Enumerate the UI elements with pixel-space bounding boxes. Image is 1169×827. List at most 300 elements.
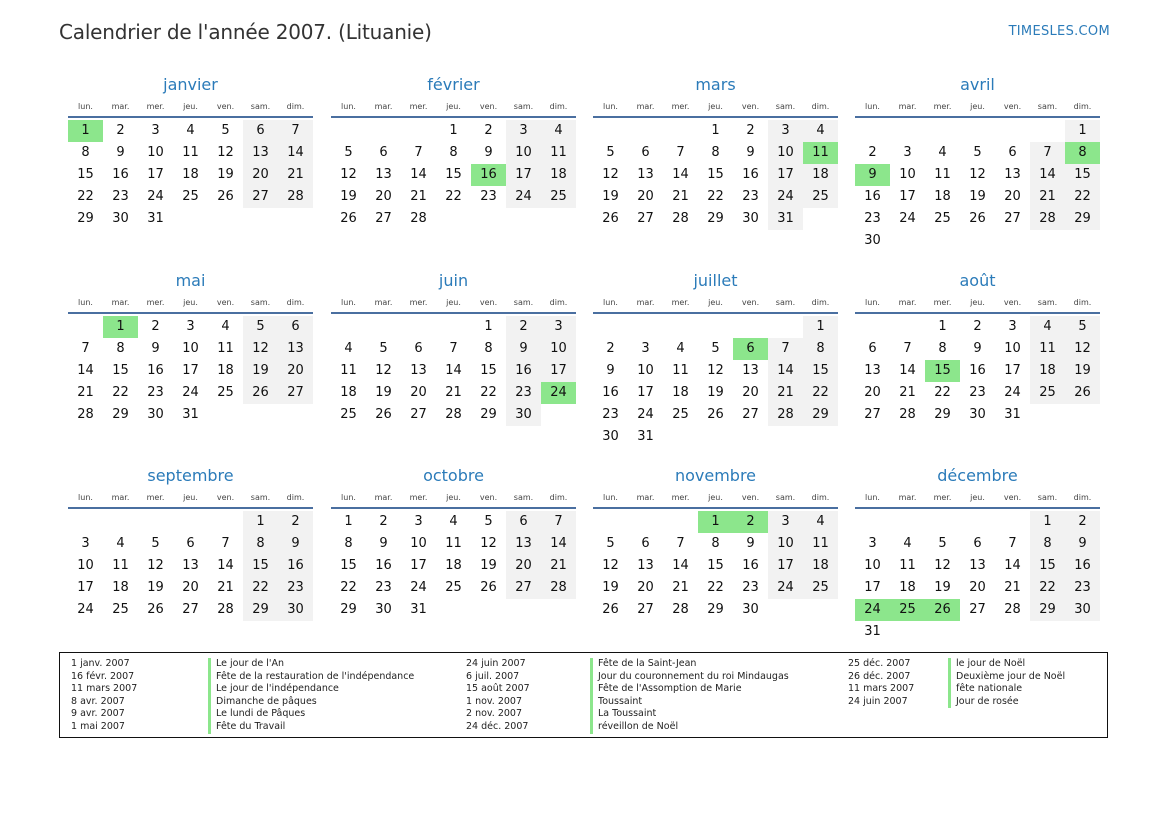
day-cell: 23 [864,211,881,226]
weekday-label: ven. [216,492,235,502]
legend-column [848,658,1065,708]
day-cell: 17 [506,164,541,186]
month-août [855,270,1100,426]
month-mars [593,74,838,230]
holiday-day-cell: 11 [803,142,838,164]
holiday-day-cell: 6 [733,338,768,360]
holiday-name: Jour du couronnement du roi Mindaugas [590,671,789,684]
day-cell: 16 [742,558,759,573]
day-cell: 15 [707,167,724,182]
day-cell: 23 [602,407,619,422]
day-cell: 17 [1004,363,1021,378]
weekday-label: ven. [216,297,235,307]
day-cell: 3 [506,120,541,142]
day-cell: 21 [541,555,576,577]
empty-cell [768,316,803,338]
day-cell: 18 [899,580,916,595]
weekday-label: mer. [146,297,165,307]
day-cell: 27 [182,602,199,617]
weekday-label: ven. [741,297,760,307]
holiday-date: 26 déc. 2007 [848,670,911,682]
day-cell: 6 [506,511,541,533]
day-cell: 7 [541,511,576,533]
weekday-label: ven. [1003,101,1022,111]
day-cell: 6 [973,536,982,551]
day-cell: 17 [768,164,803,186]
legend-row [71,696,414,709]
day-cell: 13 [506,533,541,555]
month-octobre [331,465,576,621]
day-cell: 12 [375,363,392,378]
weekday-label: mar. [374,297,393,307]
legend-row [71,658,414,671]
day-cell: 2 [506,316,541,338]
month-name: septembre [147,466,234,485]
day-cell: 14 [410,167,427,182]
day-cell: 15 [445,167,462,182]
empty-cell [995,120,1030,142]
day-cell: 29 [803,404,838,426]
day-cell: 28 [541,577,576,599]
weekday-label: lun. [865,101,880,111]
day-cell: 16 [864,189,881,204]
day-cell: 14 [899,363,916,378]
day-cell: 2 [868,145,877,160]
day-cell: 7 [1008,536,1017,551]
day-cell: 18 [340,385,357,400]
day-cell: 4 [344,341,353,356]
day-cell: 10 [506,142,541,164]
day-cell: 24 [410,580,427,595]
holiday-name: Toussaint [590,696,642,709]
day-cell: 27 [637,211,654,226]
day-cell: 22 [1065,186,1100,208]
day-cell: 19 [243,360,278,382]
day-cell: 16 [112,167,129,182]
day-cell: 4 [803,120,838,142]
day-cell: 8 [484,341,493,356]
weekday-label: mer. [146,492,165,502]
day-cell: 24 [1004,385,1021,400]
day-cell: 4 [221,319,230,334]
month-name: février [427,75,480,94]
day-cell: 13 [1004,167,1021,182]
day-cell: 5 [1065,316,1100,338]
day-grid [855,120,1100,252]
weekday-label: dim. [549,492,568,502]
day-cell: 16 [602,385,619,400]
holiday-day-cell: 26 [925,599,960,621]
day-cell: 26 [340,211,357,226]
weekday-label: jeu. [970,297,985,307]
weekday-label: lun. [341,297,356,307]
weekday-label: mer. [933,492,952,502]
empty-cell [366,316,401,338]
empty-cell [593,316,628,338]
day-cell: 17 [637,385,654,400]
day-cell: 29 [480,407,497,422]
day-cell: 24 [768,186,803,208]
day-cell: 4 [676,341,685,356]
weekday-label: lun. [865,492,880,502]
day-cell: 28 [1004,602,1021,617]
weekday-label: jeu. [708,101,723,111]
day-cell: 18 [182,167,199,182]
day-cell: 13 [864,363,881,378]
day-cell: 8 [803,338,838,360]
month-name: août [959,271,996,290]
day-cell: 22 [707,580,724,595]
empty-cell [663,120,698,142]
empty-cell [401,316,436,338]
day-cell: 12 [480,536,497,551]
empty-cell [593,511,628,533]
empty-cell [401,120,436,142]
weekday-header [593,487,838,509]
legend-column [466,658,789,734]
day-cell: 3 [541,316,576,338]
day-cell: 15 [243,555,278,577]
day-cell: 28 [768,404,803,426]
weekday-label: jeu. [970,492,985,502]
day-cell: 17 [541,360,576,382]
day-cell: 14 [445,363,462,378]
day-grid [593,120,838,230]
empty-cell [628,120,663,142]
empty-cell [628,511,663,533]
legend-row [466,683,789,696]
holiday-name: fête nationale [948,683,1022,696]
holiday-name: Fête de l'Assomption de Marie [590,683,742,696]
day-cell: 4 [938,145,947,160]
day-cell: 3 [1008,319,1017,334]
day-cell: 3 [81,536,90,551]
day-cell: 5 [379,341,388,356]
day-cell: 28 [278,186,313,208]
day-cell: 2 [1065,511,1100,533]
weekday-label: mar. [898,492,917,502]
day-cell: 28 [1030,208,1065,230]
empty-cell [68,511,103,533]
page-title: Calendrier de l'année 2007. (Lituanie) [59,20,432,44]
day-cell: 9 [973,341,982,356]
day-cell: 11 [182,145,199,160]
weekday-label: sam. [250,492,271,502]
day-cell: 5 [484,514,493,529]
day-cell: 12 [969,167,986,182]
holiday-date: 25 déc. 2007 [848,658,911,669]
day-cell: 21 [1030,186,1065,208]
day-cell: 28 [672,211,689,226]
day-cell: 9 [278,533,313,555]
day-cell: 18 [934,189,951,204]
day-cell: 19 [375,385,392,400]
day-cell: 16 [506,360,541,382]
holiday-day-cell: 24 [541,382,576,404]
weekday-header [855,96,1100,118]
month-avril [855,74,1100,252]
holiday-date: 8 avr. 2007 [71,695,125,707]
day-cell: 10 [768,533,803,555]
day-cell: 2 [973,319,982,334]
empty-cell [138,511,173,533]
day-grid [593,511,838,621]
day-cell: 18 [445,558,462,573]
day-cell: 15 [340,558,357,573]
day-cell: 15 [77,167,94,182]
day-cell: 11 [934,167,951,182]
day-cell: 14 [278,142,313,164]
day-cell: 5 [151,536,160,551]
day-grid [593,316,838,448]
weekday-header [68,96,313,118]
holiday-date: 16 févr. 2007 [71,670,135,682]
day-cell: 12 [602,558,619,573]
day-cell: 9 [484,145,493,160]
weekday-label: jeu. [708,492,723,502]
day-cell: 13 [182,558,199,573]
legend-row [466,708,789,721]
day-cell: 7 [449,341,458,356]
empty-cell [733,316,768,338]
day-cell: 8 [116,341,125,356]
weekday-label: mar. [898,101,917,111]
day-cell: 26 [217,189,234,204]
holiday-name: Jour de rosée [948,696,1019,709]
day-cell: 9 [746,145,755,160]
day-cell: 20 [864,385,881,400]
weekday-label: ven. [741,101,760,111]
day-cell: 11 [1030,338,1065,360]
holiday-day-cell: 24 [855,599,890,621]
day-cell: 2 [278,511,313,533]
day-cell: 3 [641,341,650,356]
day-cell: 6 [414,341,423,356]
day-cell: 5 [606,536,615,551]
day-cell: 8 [81,145,90,160]
empty-cell [960,120,995,142]
day-cell: 17 [768,555,803,577]
weekday-label: dim. [1073,492,1092,502]
day-cell: 30 [602,429,619,444]
day-cell: 31 [1004,407,1021,422]
day-cell: 12 [934,558,951,573]
day-cell: 23 [742,189,759,204]
weekday-label: jeu. [446,492,461,502]
day-cell: 31 [147,211,164,226]
day-cell: 20 [375,189,392,204]
day-cell: 19 [707,385,724,400]
legend-column [71,658,414,734]
day-cell: 25 [803,186,838,208]
day-cell: 8 [1030,533,1065,555]
weekday-label: sam. [513,492,534,502]
day-cell: 14 [541,533,576,555]
day-cell: 9 [379,536,388,551]
weekday-label: mer. [671,297,690,307]
day-cell: 1 [711,123,720,138]
day-cell: 25 [934,211,951,226]
day-grid [855,316,1100,426]
holiday-date: 15 août 2007 [466,683,530,695]
day-cell: 14 [1004,558,1021,573]
day-cell: 20 [742,385,759,400]
day-cell: 2 [151,319,160,334]
weekday-header [68,292,313,314]
weekday-label: ven. [741,492,760,502]
day-cell: 24 [768,577,803,599]
empty-cell [208,511,243,533]
day-cell: 8 [243,533,278,555]
weekday-label: jeu. [183,492,198,502]
empty-cell [68,316,103,338]
month-name: avril [960,75,995,94]
day-cell: 27 [742,407,759,422]
day-cell: 29 [1065,208,1100,230]
holiday-name: Fête de la Saint-Jean [590,658,696,671]
legend-row [466,671,789,684]
day-cell: 26 [602,211,619,226]
day-cell: 2 [606,341,615,356]
day-cell: 10 [637,363,654,378]
month-juin [331,270,576,426]
holiday-legend [59,652,1108,738]
day-cell: 22 [340,580,357,595]
day-cell: 16 [1065,555,1100,577]
holiday-name: La Toussaint [590,708,656,721]
day-cell: 20 [410,385,427,400]
day-cell: 20 [506,555,541,577]
day-cell: 17 [899,189,916,204]
legend-row [848,696,1065,709]
day-cell: 29 [243,599,278,621]
day-cell: 31 [864,624,881,639]
day-cell: 1 [243,511,278,533]
day-cell: 22 [1030,577,1065,599]
month-février [331,74,576,230]
weekday-label: jeu. [970,101,985,111]
day-cell: 19 [217,167,234,182]
day-cell: 28 [672,602,689,617]
day-cell: 14 [1030,164,1065,186]
weekday-label: lun. [78,492,93,502]
day-cell: 19 [969,189,986,204]
day-cell: 11 [217,341,234,356]
day-cell: 11 [112,558,129,573]
day-cell: 7 [414,145,423,160]
day-cell: 23 [506,382,541,404]
empty-cell [698,316,733,338]
legend-row [466,721,789,734]
day-cell: 15 [707,558,724,573]
legend-row [71,708,414,721]
day-cell: 22 [803,382,838,404]
day-cell: 7 [768,338,803,360]
holiday-day-cell: 25 [890,599,925,621]
brand-link[interactable]: TIMESLES.COM [1008,24,1110,39]
day-cell: 15 [1030,555,1065,577]
day-cell: 23 [278,577,313,599]
holiday-name: Le lundi de Pâques [208,708,305,721]
day-cell: 9 [746,536,755,551]
day-cell: 6 [278,316,313,338]
day-cell: 19 [1065,360,1100,382]
day-cell: 20 [969,580,986,595]
day-cell: 6 [243,120,278,142]
day-cell: 13 [375,167,392,182]
day-cell: 28 [410,211,427,226]
weekday-label: lun. [603,101,618,111]
day-cell: 18 [803,555,838,577]
day-cell: 25 [112,602,129,617]
day-cell: 6 [641,145,650,160]
day-cell: 5 [938,536,947,551]
day-cell: 4 [116,536,125,551]
weekday-header [331,487,576,509]
day-cell: 22 [934,385,951,400]
day-cell: 19 [934,580,951,595]
day-cell: 22 [77,189,94,204]
holiday-name: Fête du Travail [208,721,285,734]
day-cell: 8 [938,341,947,356]
weekday-label: sam. [775,492,796,502]
weekday-label: dim. [1073,297,1092,307]
weekday-label: mar. [636,101,655,111]
day-cell: 10 [541,338,576,360]
day-cell: 17 [182,363,199,378]
day-cell: 10 [410,536,427,551]
day-cell: 1 [484,319,493,334]
day-cell: 20 [278,360,313,382]
day-cell: 13 [243,142,278,164]
empty-cell [890,316,925,338]
day-cell: 17 [147,167,164,182]
holiday-name: Dimanche de pâques [208,696,317,709]
day-grid [855,511,1100,643]
day-cell: 24 [506,186,541,208]
empty-cell [995,511,1030,533]
day-cell: 13 [278,338,313,360]
empty-cell [436,316,471,338]
day-cell: 1 [449,123,458,138]
holiday-name: Le jour de l'indépendance [208,683,339,696]
day-cell: 16 [278,555,313,577]
day-cell: 26 [375,407,392,422]
day-cell: 19 [147,580,164,595]
month-décembre [855,465,1100,643]
day-cell: 18 [112,580,129,595]
month-name: mars [695,75,736,94]
holiday-date: 24 déc. 2007 [466,720,529,732]
day-cell: 13 [410,363,427,378]
weekday-label: dim. [286,297,305,307]
day-cell: 26 [1065,382,1100,404]
day-cell: 28 [445,407,462,422]
day-cell: 10 [182,341,199,356]
day-cell: 28 [217,602,234,617]
day-cell: 28 [899,407,916,422]
day-cell: 23 [147,385,164,400]
weekday-label: jeu. [183,297,198,307]
day-cell: 23 [969,385,986,400]
weekday-label: ven. [479,297,498,307]
day-cell: 26 [969,211,986,226]
holiday-date: 9 avr. 2007 [71,708,125,720]
legend-row [848,658,1065,671]
day-grid [68,316,313,426]
day-cell: 30 [112,211,129,226]
day-cell: 31 [182,407,199,422]
